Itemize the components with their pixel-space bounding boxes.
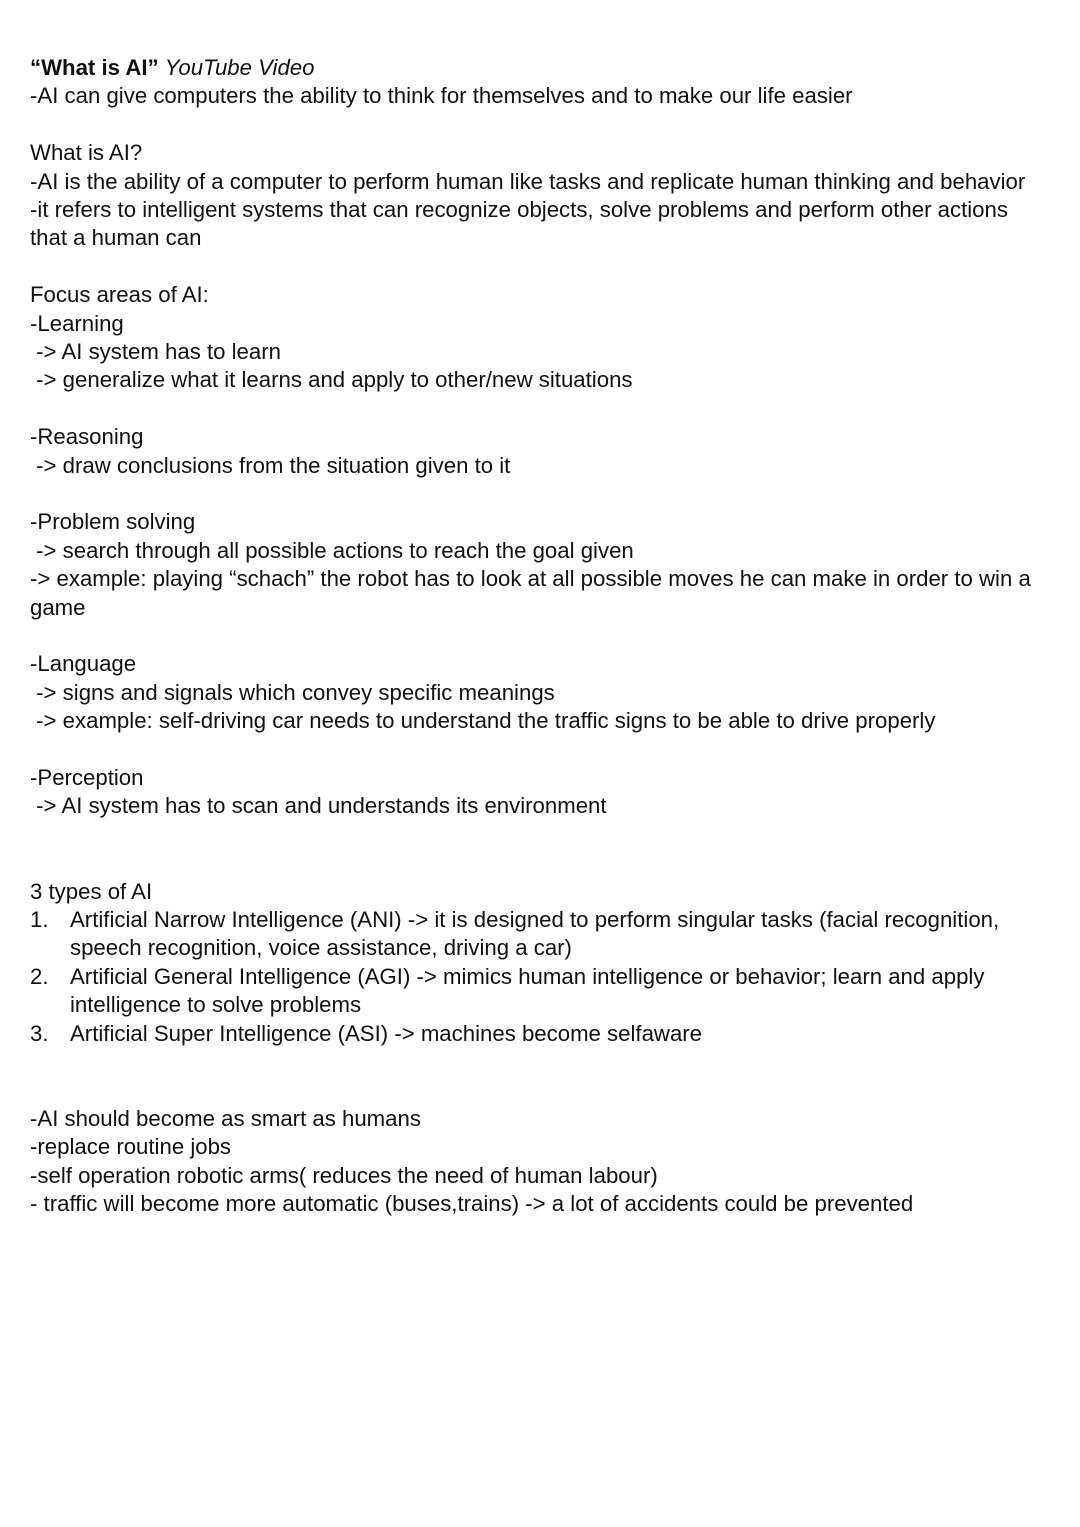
- list-item-text: Artificial General Intelligence (AGI) -> mimics human intelligence or behavior; learn and apply intelligence to solve problems: [70, 963, 985, 1018]
- focus-area-label: -Reasoning: [30, 424, 144, 450]
- focus-area-label: -Learning: [30, 310, 124, 336]
- intro-line: -AI can give computers the ability to think for themselves and to make our life easier: [30, 83, 853, 109]
- focus-area-detail: -> AI system has to scan and understands its environment: [30, 793, 607, 819]
- title-bold: “What is AI”: [30, 55, 159, 80]
- what-is-ai-heading: What is AI?: [30, 140, 143, 166]
- focus-area-label: -Problem solving: [30, 509, 196, 535]
- list-item-text: Artificial Narrow Intelligence (ANI) -> it is designed to perform singular tasks (facial recognition, speech recognition, voice assistance, driving a car): [70, 907, 1000, 961]
- types-list-item: [30, 1020, 1050, 1048]
- future-point: - traffic will become more automatic (buses,trains) -> a lot of accidents could be prevented: [30, 1191, 914, 1217]
- types-heading: 3 types of AI: [30, 878, 153, 904]
- list-item-text: Artificial Super Intelligence (ASI) -> machines become selfaware: [70, 1020, 703, 1046]
- document-title: [30, 54, 1050, 82]
- focus-area-detail: -> generalize what it learns and apply to other/new situations: [30, 367, 633, 393]
- future-point: -replace routine jobs: [30, 1134, 232, 1160]
- focus-area-label: -Perception: [30, 765, 144, 791]
- title-italic: YouTube Video: [164, 55, 315, 80]
- focus-area-detail: -> example: playing “schach” the robot has to look at all possible moves he can make in order to win a game: [30, 566, 1031, 620]
- what-is-ai-point: -it refers to intelligent systems that can recognize objects, solve problems and perform other actions that a human can: [30, 197, 1008, 251]
- focus-area-detail: -> draw conclusions from the situation given to it: [30, 452, 511, 478]
- focus-area-detail: -> AI system has to learn: [30, 339, 281, 365]
- future-point: -AI should become as smart as humans: [30, 1105, 421, 1131]
- types-list-item: [30, 963, 1050, 1020]
- list-number: 3.: [30, 1020, 49, 1046]
- focus-area-detail: -> signs and signals which convey specific meanings: [30, 679, 555, 705]
- future-point: -self operation robotic arms( reduces the need of human labour): [30, 1162, 658, 1188]
- list-number: 2.: [30, 963, 49, 989]
- focus-area-detail: -> search through all possible actions to reach the goal given: [30, 537, 634, 563]
- focus-areas-heading: Focus areas of AI:: [30, 282, 209, 308]
- list-number: 1.: [30, 907, 49, 933]
- focus-area-label: -Language: [30, 651, 137, 677]
- what-is-ai-point: -AI is the ability of a computer to perform human like tasks and replicate human thinking and behavior: [30, 168, 1026, 194]
- focus-area-detail: -> example: self-driving car needs to understand the traffic signs to be able to drive properly: [30, 708, 936, 734]
- types-list-item: [30, 906, 1050, 963]
- document-page: [30, 54, 1050, 1219]
